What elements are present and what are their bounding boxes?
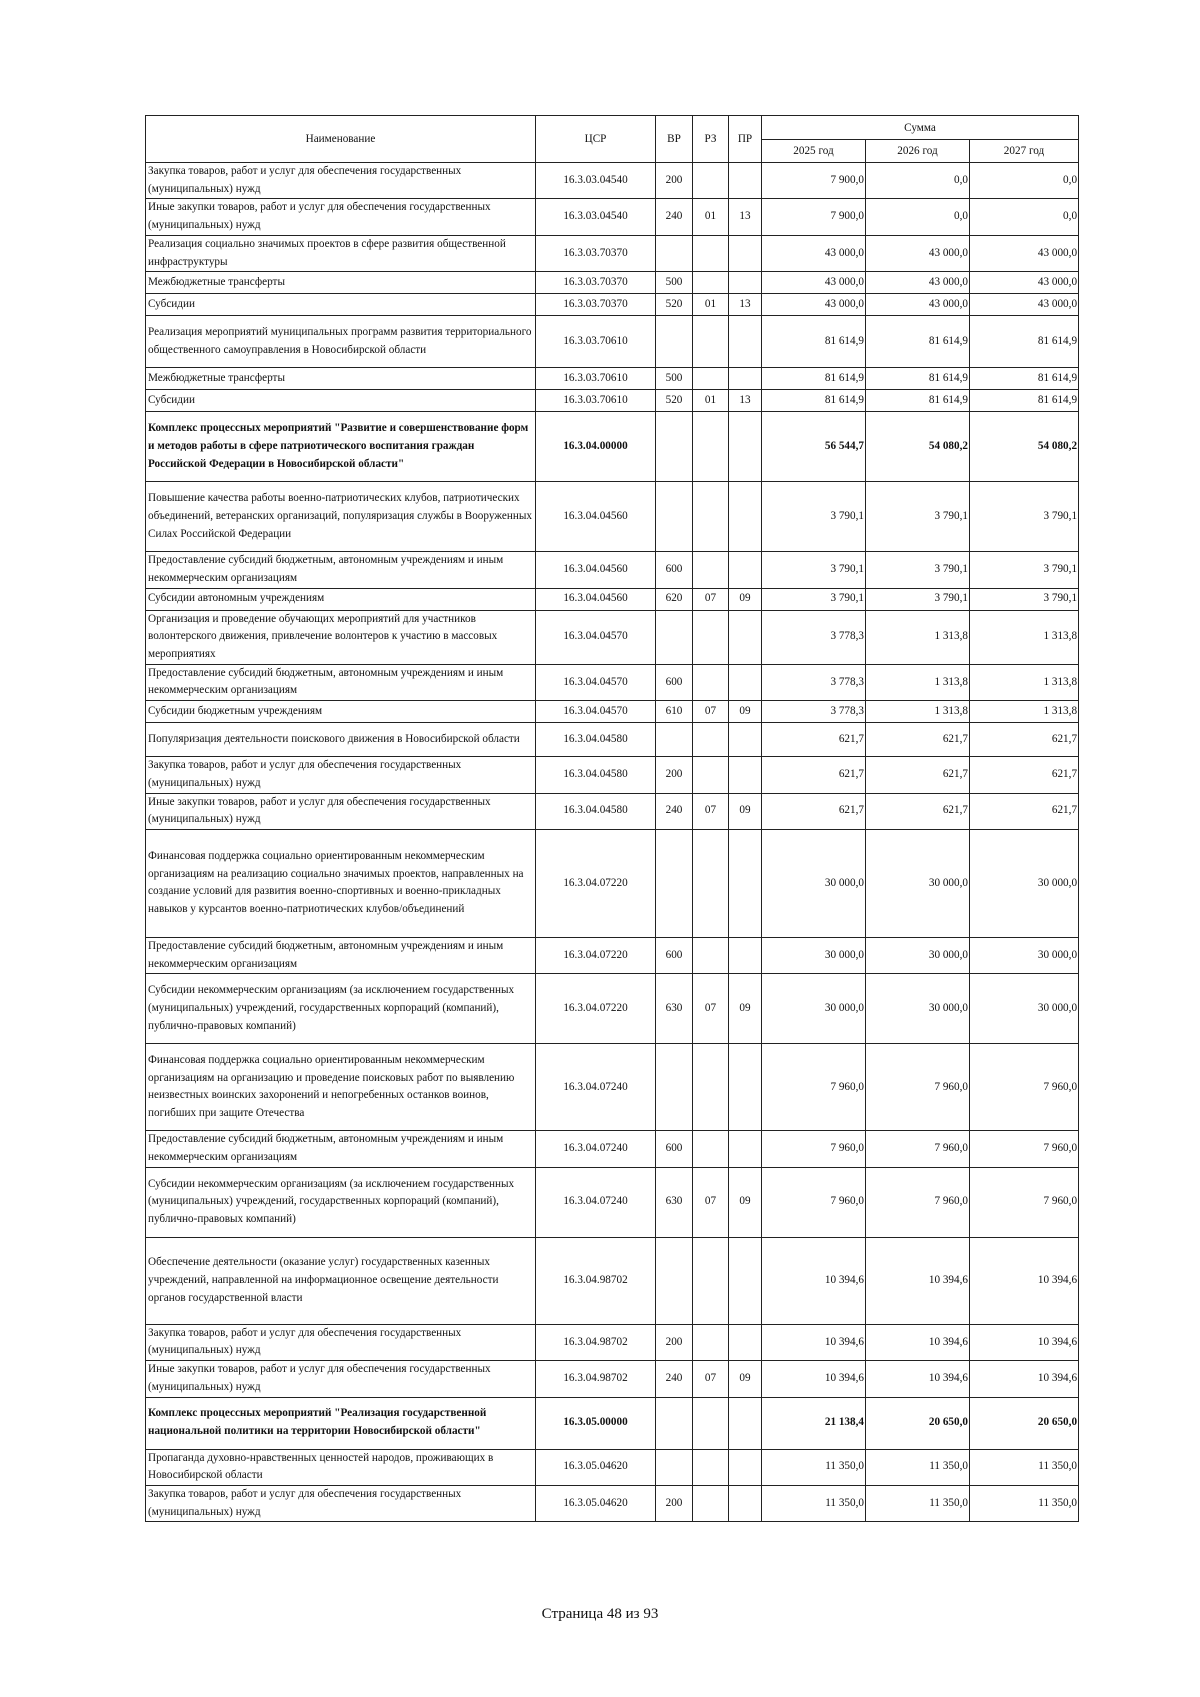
header-name: Наименование: [146, 116, 536, 163]
row-name: Субсидии некоммерческим организациям (за исключением государственных (муниципальных) учреждений, государственных корпораций (компаний), публично-правовых компаний): [146, 974, 536, 1044]
row-pr: 09: [729, 588, 762, 610]
row-sum-2025: 11 350,0: [762, 1449, 866, 1485]
row-sum-2026: 11 350,0: [866, 1449, 970, 1485]
row-vr: 520: [656, 390, 693, 412]
table-row: [146, 829, 1079, 937]
table-row: [146, 552, 1079, 588]
table-body: [146, 163, 1079, 1522]
row-csr: 16.3.04.04580: [536, 723, 656, 757]
row-sum-2025: 30 000,0: [762, 829, 866, 937]
row-name: Повышение качества работы военно-патриотических клубов, патриотических объединений, ветеранских организаций, популяризация службы в Вооруженных Силах Российской Федерации: [146, 482, 536, 552]
row-vr: [656, 316, 693, 368]
row-sum-2027: 1 313,8: [970, 610, 1079, 664]
row-name: Субсидии автономным учреждениям: [146, 588, 536, 610]
row-pr: [729, 482, 762, 552]
row-name: Популяризация деятельности поискового движения в Новосибирской области: [146, 723, 536, 757]
row-name: Субсидии: [146, 294, 536, 316]
row-sum-2025: 30 000,0: [762, 974, 866, 1044]
row-name: Предоставление субсидий бюджетным, автономным учреждениям и иным некоммерческим организациям: [146, 937, 536, 973]
row-name: Комплекс процессных мероприятий "Реализация государственной национальной политики на территории Новосибирской области": [146, 1397, 536, 1449]
row-csr: 16.3.03.70610: [536, 368, 656, 390]
row-rz: 07: [693, 701, 729, 723]
page-number: Страница 48 из 93: [541, 1606, 659, 1622]
row-csr: 16.3.05.00000: [536, 1397, 656, 1449]
row-sum-2027: 3 790,1: [970, 482, 1079, 552]
row-sum-2025: 3 790,1: [762, 482, 866, 552]
row-name: Комплекс процессных мероприятий "Развитие и совершенствование форм и методов работы в сфере патриотического воспитания граждан Российской Федерации в Новосибирской области": [146, 412, 536, 482]
row-sum-2026: 3 790,1: [866, 552, 970, 588]
row-sum-2027: 20 650,0: [970, 1397, 1079, 1449]
row-name: Обеспечение деятельности (оказание услуг) государственных казенных учреждений, направленной на информационное освещение деятельности органов государственной власти: [146, 1237, 536, 1324]
row-sum-2025: 3 778,3: [762, 610, 866, 664]
row-csr: 16.3.03.70610: [536, 390, 656, 412]
row-sum-2027: 7 960,0: [970, 1044, 1079, 1131]
row-rz: 07: [693, 974, 729, 1044]
table-row: [146, 272, 1079, 294]
row-csr: 16.3.04.07240: [536, 1131, 656, 1167]
row-csr: 16.3.04.00000: [536, 412, 656, 482]
row-sum-2026: 621,7: [866, 793, 970, 829]
row-sum-2027: 10 394,6: [970, 1324, 1079, 1360]
table-row: [146, 235, 1079, 271]
row-sum-2027: 7 960,0: [970, 1131, 1079, 1167]
row-pr: [729, 163, 762, 199]
row-sum-2025: 621,7: [762, 723, 866, 757]
row-vr: 600: [656, 937, 693, 973]
row-rz: [693, 272, 729, 294]
row-sum-2026: 1 313,8: [866, 664, 970, 700]
row-vr: [656, 1397, 693, 1449]
row-sum-2026: 30 000,0: [866, 937, 970, 973]
row-csr: 16.3.03.70370: [536, 294, 656, 316]
row-sum-2026: 621,7: [866, 757, 970, 793]
row-sum-2025: 621,7: [762, 793, 866, 829]
row-name: Субсидии: [146, 390, 536, 412]
table-row: [146, 1131, 1079, 1167]
row-csr: 16.3.04.07240: [536, 1044, 656, 1131]
row-name: Реализация мероприятий муниципальных программ развития территориального общественного самоуправления в Новосибирской области: [146, 316, 536, 368]
row-csr: 16.3.03.04540: [536, 199, 656, 235]
row-vr: [656, 482, 693, 552]
row-rz: 01: [693, 294, 729, 316]
row-name: Межбюджетные трансферты: [146, 368, 536, 390]
row-rz: 07: [693, 1167, 729, 1237]
row-sum-2025: 30 000,0: [762, 937, 866, 973]
row-name: Иные закупки товаров, работ и услуг для обеспечения государственных (муниципальных) нужд: [146, 199, 536, 235]
row-sum-2027: 30 000,0: [970, 937, 1079, 973]
row-sum-2026: 30 000,0: [866, 974, 970, 1044]
row-sum-2026: 11 350,0: [866, 1485, 970, 1521]
row-pr: [729, 1485, 762, 1521]
row-vr: 200: [656, 163, 693, 199]
row-sum-2025: 56 544,7: [762, 412, 866, 482]
header-vr: ВР: [656, 116, 693, 163]
row-rz: [693, 1397, 729, 1449]
row-sum-2026: 3 790,1: [866, 588, 970, 610]
row-rz: [693, 757, 729, 793]
row-csr: 16.3.04.98702: [536, 1237, 656, 1324]
row-pr: [729, 723, 762, 757]
row-rz: [693, 163, 729, 199]
row-pr: [729, 316, 762, 368]
table-row: [146, 199, 1079, 235]
row-rz: [693, 829, 729, 937]
row-sum-2027: 0,0: [970, 199, 1079, 235]
row-sum-2027: 3 790,1: [970, 552, 1079, 588]
row-rz: 07: [693, 588, 729, 610]
row-rz: [693, 368, 729, 390]
header-year-2026: 2026 год: [866, 140, 970, 163]
row-csr: 16.3.04.04570: [536, 701, 656, 723]
row-sum-2027: 3 790,1: [970, 588, 1079, 610]
header-rz: РЗ: [693, 116, 729, 163]
row-vr: 630: [656, 974, 693, 1044]
row-vr: 630: [656, 1167, 693, 1237]
row-sum-2025: 7 960,0: [762, 1131, 866, 1167]
row-csr: 16.3.03.04540: [536, 163, 656, 199]
row-csr: 16.3.04.04580: [536, 793, 656, 829]
row-sum-2027: 43 000,0: [970, 294, 1079, 316]
row-csr: 16.3.03.70610: [536, 316, 656, 368]
row-sum-2026: 81 614,9: [866, 316, 970, 368]
row-vr: 620: [656, 588, 693, 610]
row-csr: 16.3.04.04560: [536, 588, 656, 610]
row-csr: 16.3.04.04570: [536, 610, 656, 664]
row-rz: [693, 1237, 729, 1324]
row-sum-2026: 30 000,0: [866, 829, 970, 937]
row-vr: 600: [656, 552, 693, 588]
row-sum-2025: 81 614,9: [762, 390, 866, 412]
row-name: Субсидии некоммерческим организациям (за исключением государственных (муниципальных) учреждений, государственных корпораций (компаний), публично-правовых компаний): [146, 1167, 536, 1237]
table-row: [146, 1237, 1079, 1324]
row-sum-2025: 3 778,3: [762, 664, 866, 700]
table-row: [146, 1397, 1079, 1449]
row-csr: 16.3.04.04570: [536, 664, 656, 700]
row-rz: [693, 1449, 729, 1485]
row-sum-2027: 10 394,6: [970, 1237, 1079, 1324]
row-sum-2026: 7 960,0: [866, 1044, 970, 1131]
row-vr: [656, 412, 693, 482]
table-row: [146, 757, 1079, 793]
row-pr: 09: [729, 793, 762, 829]
row-vr: 200: [656, 757, 693, 793]
row-vr: 500: [656, 272, 693, 294]
table-row: [146, 1324, 1079, 1360]
row-sum-2025: 81 614,9: [762, 316, 866, 368]
row-csr: 16.3.04.07220: [536, 974, 656, 1044]
table-row: [146, 974, 1079, 1044]
row-vr: [656, 829, 693, 937]
row-sum-2025: 3 790,1: [762, 588, 866, 610]
row-pr: [729, 412, 762, 482]
row-pr: [729, 610, 762, 664]
table-row: [146, 1449, 1079, 1485]
row-pr: 13: [729, 294, 762, 316]
header-pr: ПР: [729, 116, 762, 163]
row-csr: 16.3.05.04620: [536, 1449, 656, 1485]
row-sum-2025: 10 394,6: [762, 1361, 866, 1397]
row-sum-2027: 10 394,6: [970, 1361, 1079, 1397]
row-pr: [729, 937, 762, 973]
row-sum-2027: 81 614,9: [970, 368, 1079, 390]
row-sum-2026: 621,7: [866, 723, 970, 757]
row-sum-2027: 621,7: [970, 793, 1079, 829]
row-sum-2027: 30 000,0: [970, 829, 1079, 937]
row-sum-2026: 7 960,0: [866, 1131, 970, 1167]
row-sum-2027: 43 000,0: [970, 235, 1079, 271]
row-sum-2026: 0,0: [866, 199, 970, 235]
row-pr: 13: [729, 199, 762, 235]
row-sum-2026: 20 650,0: [866, 1397, 970, 1449]
row-vr: [656, 610, 693, 664]
row-pr: [729, 552, 762, 588]
row-csr: 16.3.03.70370: [536, 272, 656, 294]
row-rz: [693, 412, 729, 482]
row-sum-2025: 21 138,4: [762, 1397, 866, 1449]
row-csr: 16.3.04.07220: [536, 937, 656, 973]
row-name: Финансовая поддержка социально ориентированным некоммерческим организациям на организацию и проведение поисковых работ по выявлению неизвестных воинских захоронений и непогребенных останков воинов, погибших при защите Отечества: [146, 1044, 536, 1131]
row-name: Межбюджетные трансферты: [146, 272, 536, 294]
table-row: [146, 1167, 1079, 1237]
row-pr: [729, 1397, 762, 1449]
row-sum-2027: 1 313,8: [970, 664, 1079, 700]
row-name: Предоставление субсидий бюджетным, автономным учреждениям и иным некоммерческим организациям: [146, 552, 536, 588]
row-sum-2025: 7 960,0: [762, 1167, 866, 1237]
row-rz: [693, 610, 729, 664]
table-row: [146, 316, 1079, 368]
row-vr: [656, 1044, 693, 1131]
row-vr: 600: [656, 664, 693, 700]
row-name: Иные закупки товаров, работ и услуг для обеспечения государственных (муниципальных) нужд: [146, 793, 536, 829]
row-pr: [729, 829, 762, 937]
row-sum-2025: 11 350,0: [762, 1485, 866, 1521]
row-pr: [729, 757, 762, 793]
row-vr: [656, 235, 693, 271]
row-rz: [693, 482, 729, 552]
row-vr: 610: [656, 701, 693, 723]
row-sum-2025: 43 000,0: [762, 272, 866, 294]
row-pr: [729, 664, 762, 700]
row-vr: 200: [656, 1324, 693, 1360]
row-sum-2027: 7 960,0: [970, 1167, 1079, 1237]
header-year-2027: 2027 год: [970, 140, 1079, 163]
row-name: Закупка товаров, работ и услуг для обеспечения государственных (муниципальных) нужд: [146, 757, 536, 793]
row-sum-2026: 1 313,8: [866, 701, 970, 723]
row-sum-2026: 1 313,8: [866, 610, 970, 664]
row-name: Пропаганда духовно-нравственных ценностей народов, проживающих в Новосибирской области: [146, 1449, 536, 1485]
row-rz: 01: [693, 199, 729, 235]
row-pr: 09: [729, 1361, 762, 1397]
row-pr: [729, 1131, 762, 1167]
table-row: [146, 793, 1079, 829]
table-row: [146, 390, 1079, 412]
row-sum-2026: 3 790,1: [866, 482, 970, 552]
row-name: Реализация социально значимых проектов в сфере развития общественной инфраструктуры: [146, 235, 536, 271]
row-pr: [729, 1044, 762, 1131]
row-pr: 13: [729, 390, 762, 412]
row-rz: [693, 552, 729, 588]
row-csr: 16.3.04.04560: [536, 482, 656, 552]
row-vr: 240: [656, 1361, 693, 1397]
row-sum-2027: 81 614,9: [970, 316, 1079, 368]
table-row: [146, 1361, 1079, 1397]
row-rz: [693, 316, 729, 368]
row-vr: 240: [656, 199, 693, 235]
row-sum-2025: 621,7: [762, 757, 866, 793]
row-sum-2026: 10 394,6: [866, 1361, 970, 1397]
row-name: Закупка товаров, работ и услуг для обеспечения государственных (муниципальных) нужд: [146, 1324, 536, 1360]
row-pr: [729, 1237, 762, 1324]
row-pr: [729, 368, 762, 390]
row-csr: 16.3.05.04620: [536, 1485, 656, 1521]
row-pr: 09: [729, 701, 762, 723]
row-pr: [729, 1449, 762, 1485]
row-sum-2026: 54 080,2: [866, 412, 970, 482]
row-sum-2026: 10 394,6: [866, 1237, 970, 1324]
row-pr: 09: [729, 1167, 762, 1237]
row-name: Закупка товаров, работ и услуг для обеспечения государственных (муниципальных) нужд: [146, 163, 536, 199]
row-sum-2027: 0,0: [970, 163, 1079, 199]
row-vr: 600: [656, 1131, 693, 1167]
table-row: [146, 664, 1079, 700]
table-row: [146, 1485, 1079, 1521]
row-rz: [693, 937, 729, 973]
row-name: Предоставление субсидий бюджетным, автономным учреждениям и иным некоммерческим организациям: [146, 1131, 536, 1167]
header-sum: Сумма: [762, 116, 1079, 140]
row-sum-2027: 11 350,0: [970, 1449, 1079, 1485]
row-vr: 200: [656, 1485, 693, 1521]
row-rz: [693, 664, 729, 700]
row-csr: 16.3.03.70370: [536, 235, 656, 271]
row-sum-2027: 30 000,0: [970, 974, 1079, 1044]
row-rz: [693, 723, 729, 757]
row-pr: [729, 272, 762, 294]
row-rz: [693, 1131, 729, 1167]
row-sum-2026: 43 000,0: [866, 272, 970, 294]
row-sum-2026: 43 000,0: [866, 235, 970, 271]
row-pr: [729, 235, 762, 271]
table-row: [146, 723, 1079, 757]
row-rz: [693, 1044, 729, 1131]
row-sum-2027: 43 000,0: [970, 272, 1079, 294]
row-sum-2025: 10 394,6: [762, 1237, 866, 1324]
row-vr: [656, 1237, 693, 1324]
row-sum-2025: 81 614,9: [762, 368, 866, 390]
row-name: Предоставление субсидий бюджетным, автономным учреждениям и иным некоммерческим организациям: [146, 664, 536, 700]
row-sum-2025: 10 394,6: [762, 1324, 866, 1360]
row-sum-2026: 10 394,6: [866, 1324, 970, 1360]
table-row: [146, 482, 1079, 552]
row-sum-2027: 81 614,9: [970, 390, 1079, 412]
row-sum-2026: 7 960,0: [866, 1167, 970, 1237]
row-name: Закупка товаров, работ и услуг для обеспечения государственных (муниципальных) нужд: [146, 1485, 536, 1521]
table-row: [146, 412, 1079, 482]
row-sum-2025: 43 000,0: [762, 294, 866, 316]
row-vr: [656, 723, 693, 757]
row-sum-2025: 7 900,0: [762, 163, 866, 199]
row-sum-2025: 43 000,0: [762, 235, 866, 271]
row-rz: [693, 235, 729, 271]
row-sum-2026: 43 000,0: [866, 294, 970, 316]
table-row: [146, 610, 1079, 664]
row-sum-2027: 54 080,2: [970, 412, 1079, 482]
row-sum-2027: 1 313,8: [970, 701, 1079, 723]
table-row: [146, 294, 1079, 316]
table-row: [146, 368, 1079, 390]
row-rz: 07: [693, 793, 729, 829]
row-vr: 500: [656, 368, 693, 390]
row-rz: 01: [693, 390, 729, 412]
budget-table: [145, 115, 1079, 1522]
row-name: Организация и проведение обучающих мероприятий для участников волонтерского движения, привлечение волонтеров к участию в массовых мероприятиях: [146, 610, 536, 664]
row-sum-2025: 3 790,1: [762, 552, 866, 588]
row-sum-2025: 3 778,3: [762, 701, 866, 723]
table-row: [146, 937, 1079, 973]
row-csr: 16.3.04.04580: [536, 757, 656, 793]
table-row: [146, 163, 1079, 199]
row-name: Субсидии бюджетным учреждениям: [146, 701, 536, 723]
row-rz: [693, 1485, 729, 1521]
row-csr: 16.3.04.98702: [536, 1324, 656, 1360]
row-sum-2026: 0,0: [866, 163, 970, 199]
row-pr: 09: [729, 974, 762, 1044]
row-rz: [693, 1324, 729, 1360]
table-row: [146, 1044, 1079, 1131]
table-row: [146, 588, 1079, 610]
row-csr: 16.3.04.07240: [536, 1167, 656, 1237]
row-name: Финансовая поддержка социально ориентированным некоммерческим организациям на реализацию социально значимых проектов, направленных на создание условий для развития военно-спортивных и военно-прикладных навыков у курсантов военно-патриотических клубов/объединений: [146, 829, 536, 937]
row-name: Иные закупки товаров, работ и услуг для обеспечения государственных (муниципальных) нужд: [146, 1361, 536, 1397]
row-sum-2026: 81 614,9: [866, 390, 970, 412]
table-header: [146, 116, 1079, 163]
header-year-2025: 2025 год: [762, 140, 866, 163]
row-vr: 240: [656, 793, 693, 829]
row-csr: 16.3.04.07220: [536, 829, 656, 937]
row-sum-2025: 7 900,0: [762, 199, 866, 235]
header-csr: ЦСР: [536, 116, 656, 163]
row-sum-2026: 81 614,9: [866, 368, 970, 390]
row-sum-2027: 621,7: [970, 723, 1079, 757]
row-sum-2027: 621,7: [970, 757, 1079, 793]
row-sum-2025: 7 960,0: [762, 1044, 866, 1131]
row-vr: 520: [656, 294, 693, 316]
row-csr: 16.3.04.04560: [536, 552, 656, 588]
row-csr: 16.3.04.98702: [536, 1361, 656, 1397]
table-row: [146, 701, 1079, 723]
row-pr: [729, 1324, 762, 1360]
row-rz: 07: [693, 1361, 729, 1397]
row-vr: [656, 1449, 693, 1485]
row-sum-2027: 11 350,0: [970, 1485, 1079, 1521]
